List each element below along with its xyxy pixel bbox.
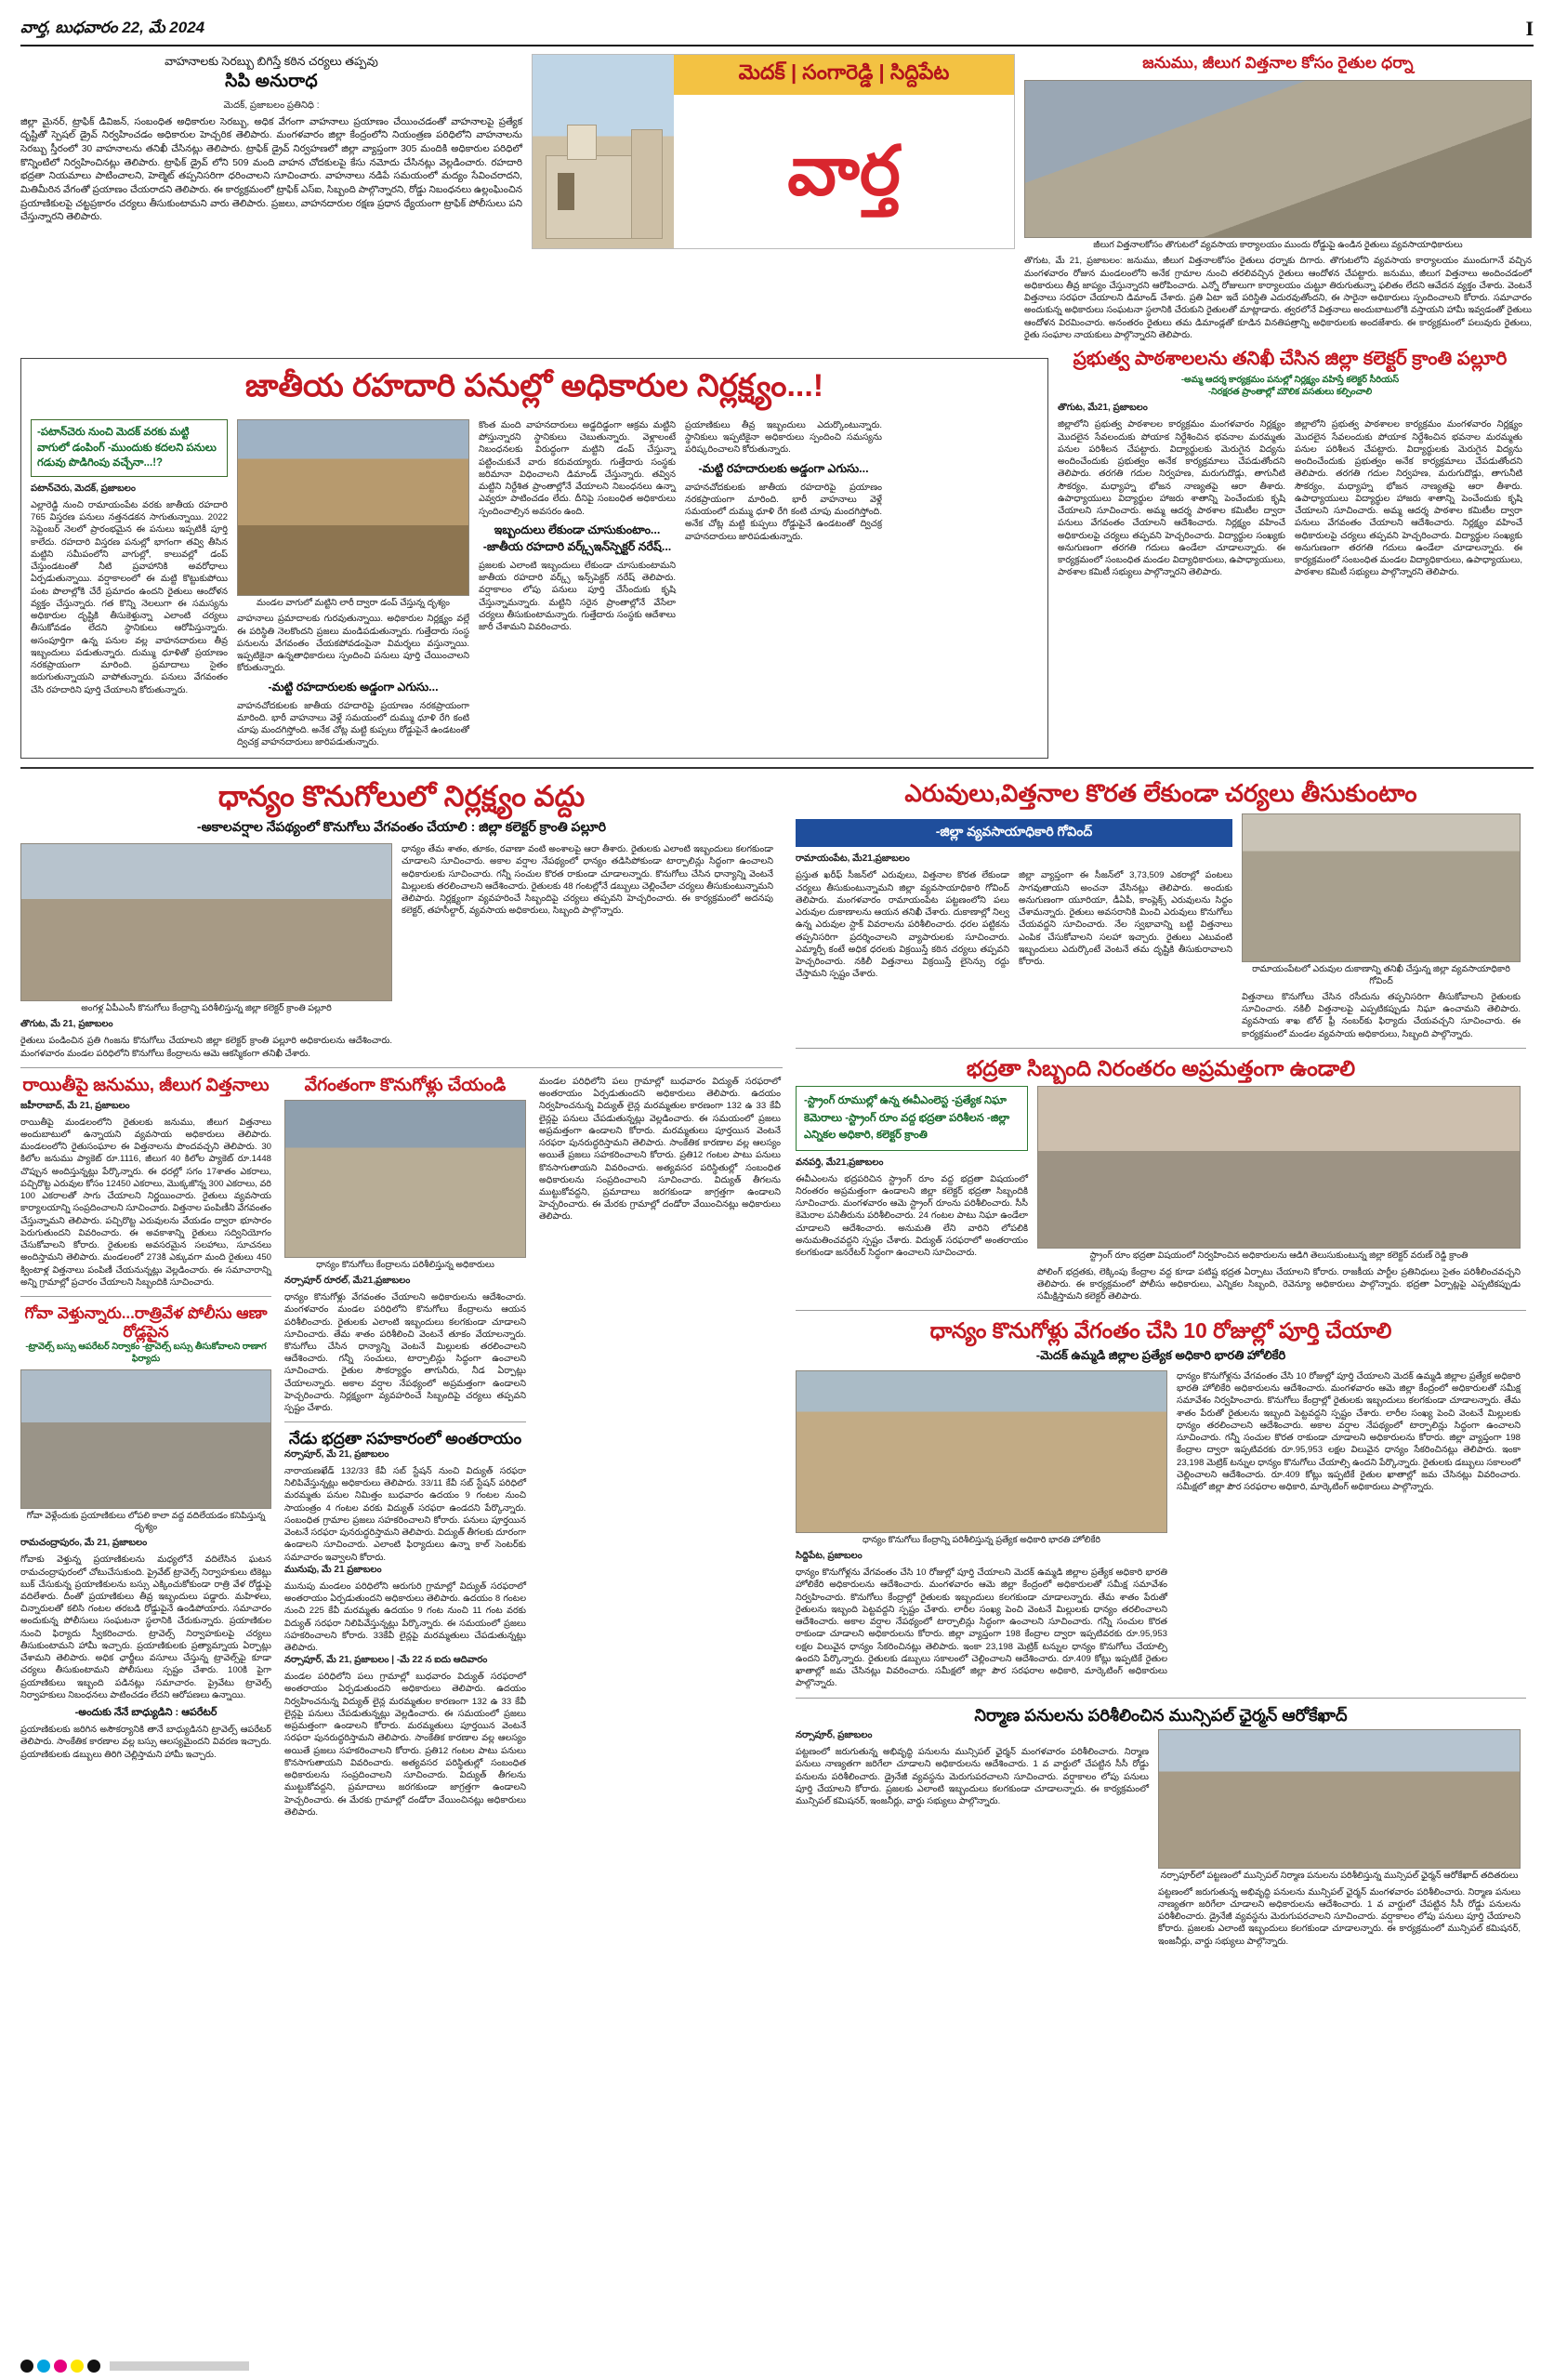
district-list: మెదక్ | సంగారెడ్డి | సిద్దిపేట bbox=[674, 55, 1014, 95]
feature-body-4b: వాహనచోదకులకు జాతీయ రహదారిపై ప్రయాణం నరకప్రాయంగా మారింది. భారీ వాహనాలు వెళ్లే సమయంలో దుమ్ము ధూళి రేగి కంటి చూపు మందగిస్తోంది. అనేక చోట్ల మట్టి కుప్పలు రోడ్డుపైనే ఉండటంతో ద్విచక్ర వాహనదారులు జారిపడుతున్నారు. bbox=[685, 482, 882, 542]
story-body-b: జిల్లాలోని ప్రభుత్వ పాఠశాలల కార్యక్రమం మంగళవారం నిర్లక్ష్యం మొదలైన సేవలందుకు పోయాక నిర్దేశించిన భవనాల మరమ్మతు పనుల పరిశీలన చేపట్టారు. విద్యార్థులకు మెరుగైన విద్యను అందించేందుకు ప్రభుత్వం అనేక కార్యక్రమాలు చేపడుతోందని తెలిపారు. తరగతి గదుల నిర్వహణ, మరుగుదొడ్లు, తాగునీటి సౌకర్యం, మధ్యాహ్న భోజన నాణ్యతపై ఆరా తీశారు. ఉపాధ్యాయులు విద్యార్థుల హాజరు శాతాన్ని పెంచేందుకు కృషి చేయాలని సూచించారు. అమ్మ ఆదర్శ పాఠశాల కమిటీల ద్వారా పనులు వేగవంతం చేయాలని ఆదేశించారు. నిర్లక్ష్యం వహించే అధికారులపై చర్యలు తప్పవని హెచ్చరించారు. విద్యార్థుల సంఖ్యకు అనుగుణంగా తరగతి గదులు ఉండేలా చూడాలన్నారు. ఈ కార్యక్రమంలో సంబంధిత మండల విద్యాధికారులు, ఉపాధ్యాయులు, పాఠశాల కమిటీ సభ్యులు పాల్గొన్నారని తెలిపారు. bbox=[1295, 419, 1522, 578]
feature-body-3b: ప్రజలకు ఎలాంటి ఇబ్బందులు లేకుండా చూసుకుంటామని జాతీయ రహదారి వర్క్స్ ఇన్స్‌పెక్టర్ నరేష్ తెలిపారు. వర్షాకాలం లోపు పనులు పూర్తి చేసేందుకు కృషి చేస్తున్నామన్నారు. మట్టిని సరైన ప్రాంతాల్లోనే వేసేలా చర్యలు తీసుకుంటామన్నారు. గుత్తేదారు సంస్థకు ఆదేశాలు జారీ చేశామని వివరించారు. bbox=[479, 560, 676, 633]
police-body: గోవాకు వెళ్తున్న ప్రయాణికులను మధ్యలోనే వదిలేసిన ఘటన రామచంద్రాపురంలో చోటుచేసుకుంది. ప్రైవేట్ ట్రావెల్స్ నిర్వాహకులు టికెట్లు బుక్ చేసుకున్న ప్రయాణికులను బస్సు ఎక్కించుకోకుండా రాత్రి వేళ రోడ్డుపై వదిలేశారు. దీంతో ప్రయాణికులు తీవ్ర ఇబ్బందులు పడ్డారు. మహిళలు, చిన్నారులతో కలిసి గంటల తరబడి రోడ్డుపైనే ఉండిపోయారు. సమాచారం అందుకున్న పోలీసులు సంఘటనా స్థలానికి చేరుకున్నారు. ప్రయాణికుల నుంచి ఫిర్యాదు స్వీకరించారు. ట్రావెల్స్ నిర్వాహకులపై చర్యలు తీసుకుంటామని హామీ ఇచ్చారు. ప్రయాణికులకు ప్రత్యామ్నాయ ఏర్పాట్లు చేశామని తెలిపారు. అధిక ఛార్జీలు వసూలు చేస్తున్న ట్రావెల్స్‌పై కూడా చర్యలు తీసుకుంటామని పోలీసులు స్పష్టం చేశారు. 100కి పైగా ప్రయాణికులు ఇబ్బంది పడినట్లు సమాచారం. ప్రైవేటు ట్రావెల్స్ నిర్వాహకులు నిబంధనలు పాటించడం లేదని ఆరోపణలు ఉన్నాయి. bbox=[20, 1554, 271, 1700]
masthead-strip bbox=[20, 17, 1534, 46]
paper-title: వార్త bbox=[787, 132, 901, 210]
story-headline: ధాన్యం కొనుగోలులో నిర్లక్ష్యం వద్దు bbox=[217, 780, 586, 813]
story-security-staff bbox=[796, 1056, 1526, 1302]
feature-subhead-4: -మట్టి రహదారులకు అడ్డంగా ఎగుసు... bbox=[698, 461, 869, 475]
story-municipal bbox=[796, 1706, 1526, 1948]
story-byline: సిద్దిపేట, ప్రజాబలం bbox=[796, 1551, 863, 1562]
masthead-logo-block bbox=[532, 54, 1015, 249]
photo-caption: నర్సాపూర్‌లో పట్టణంలో మున్సిపల్ నిర్మాణ పనులను పరిశీలిస్తున్న మున్సిపల్ ఛైర్మన్ ఆరోకేఖాద్ తదితరులు bbox=[1160, 1871, 1519, 1882]
story-body: రాయితీపై మండలంలోని రైతులకు జనుము, జీలుగ విత్తనాలు అందుబాటులో ఉన్నాయని వ్యవసాయ అధికారులు తెలిపారు. మండలంలోని రైతుసంఘాల ఈ విత్తనాలను పొందవచ్చని తెలిపారు. 30 కిలోల జనుము ప్యాకెట్ రూ.1116, జీలుగ 40 కిలోల ప్యాకెట్ రూ.1448 చొప్పున అందిస్తున్నట్లు పేర్కొన్నారు. ఈ ధరల్లో సగం 17శాతం ఎకరాలు, పచ్చిరొట్ట ఎరువుల కోసం 12450 ఎకరాలు, మొక్కజొన్న 300 ఎకరాలు, వరి 100 ఎకరాలతో సాగు చేయాలని నిర్ణయించారు. రైతులు వ్యవసాయ కార్యాలయాన్ని సంప్రదించాలని సూచించారు. విత్తనాల పంపిణీని వేగవంతం చేస్తున్నామని తెలిపారు. పచ్చిరొట్ట ఎరువులను వేయడం ద్వారా భూసారం పెరుగుతుందని వివరించారు. ఈ అవకాశాన్ని రైతులు సద్వినియోగం చేసుకోవాలని కోరారు. రైతులకు అవసరమైన సలహాలు, సూచనలు అందిస్తామని తెలిపారు. మండలంలో 273కి ఎక్కువగా మంది రైతులు 450 క్వింటాళ్ల విత్తనాలు పంపిణీ చేయనున్నట్లు వెల్లడించారు. ఈ సమాచారాన్ని అన్ని గ్రామాల్లో ప్రచారం చేయాలని సిబ్బందికి సూచించారు. bbox=[20, 1117, 271, 1288]
power-headline: నేడు భద్రతా సహకారంలో అంతరాయం bbox=[288, 1430, 522, 1448]
feature-body-4: ప్రయాణికులు తీవ్ర ఇబ్బందులు ఎదుర్కొంటున్నారు. స్థానికులు ఇప్పటికైనా అధికారులు స్పందించి సమస్యను పరిష్కరించాలని కోరుతున్నారు. bbox=[685, 419, 882, 456]
registration-marks-left bbox=[20, 2360, 249, 2373]
feature-col-4 bbox=[685, 419, 882, 748]
police-photo bbox=[20, 1369, 271, 1509]
top-band bbox=[20, 54, 1534, 341]
heritage-photo bbox=[533, 55, 674, 248]
story-headline: ఎరువులు,విత్తనాల కొరత లేకుండా చర్యలు తీసుకుంటాం bbox=[904, 779, 1417, 808]
police-sub: -ట్రావెల్స్ బస్సు ఆపరేటర్ నిర్వాకం -ట్రావెల్స్ బస్సు తీసుకోవాలని రాణాగ ఫిర్యాదు bbox=[25, 1342, 267, 1365]
feature-body-2b: వాహనచోదకులకు జాతీయ రహదారిపై ప్రయాణం నరకప్రాయంగా మారింది. భారీ వాహనాలు వెళ్లే సమయంలో దుమ్ము ధూళి రేగి కంటి చూపు మందగిస్తోంది. అనేక చోట్ల మట్టి కుప్పలు రోడ్డుపైనే ఉండటంతో ద్విచక్ర వాహనదారులు జారిపడుతున్నారు. bbox=[237, 700, 469, 748]
grain-photo-col bbox=[20, 843, 392, 1060]
power-byline-3: నర్సాపూర్, మే 21, ప్రజాబలం | -మే 22 న ఐదు ఆదివారం bbox=[284, 1655, 488, 1666]
story-body-2: జిల్లా వ్యాప్తంగా ఈ సీజన్‌లో 3,73,509 ఎకరాల్లో పంటలు సాగవుతాయని అంచనా వేసినట్లు తెలిపారు. అందుకు అనుగుణంగా యూరియా, డీఏపీ, కాంప్లెక్స్ ఎరువులను సిద్ధం చేశామన్నారు. రైతులు అవసరానికి మించి ఎరువులు కొనుగోలు చేయవద్దని సూచించారు. నేల స్వభావాన్ని బట్టి విత్తనాలు ఎంపిక చేసుకోవాలని సలహా ఇచ్చారు. రైతులు ఎటువంటి ఇబ్బందులు ఎదుర్కొంటే వెంటనే తమ దృష్టికి తీసుకురావాలని కోరారు. bbox=[1019, 870, 1232, 967]
story-body-3: విత్తనాలు కొనుగోలు చేసిన రసీదును తప్పనిసరిగా తీసుకోవాలని రైతులకు సూచించారు. నకిలీ విత్తనాలపై ఎప్పటికప్పుడు నిఘా ఉంచామని తెలిపారు. వ్యవసాయ శాఖ టోల్ ఫ్రీ నంబర్‌కు ఫిర్యాదు చేయవచ్చని సూచించారు. ఈ కార్యక్రమంలో మండల వ్యవసాయ అధికారులు, సిబ్బంది పాల్గొన్నారు. bbox=[1242, 992, 1521, 1039]
story-byline: తొగుట, మే21, ప్రజాబలం bbox=[1058, 403, 1148, 414]
story-subhead: -అకాలవర్షాల నేపథ్యంలో కొనుగోలు వేగవంతం చేయాలి : జిల్లా కలెక్టర్ క్రాంతి పల్లూరి bbox=[196, 819, 607, 835]
story-headline: నిర్మాణ పనులను పరిశీలించిన మున్సిపల్ ఛైర్మన్ ఆరోకేఖాద్ bbox=[974, 1705, 1348, 1725]
photo-caption: ధాన్యం కొనుగోలు కేంద్రాన్ని పరిశీలిస్తున్న ప్రత్యేక అధికారి భారతి హోలికేరి bbox=[862, 1534, 1101, 1545]
story-headline: వేగంతంగా కొనుగోళ్లు చేయండి bbox=[304, 1075, 507, 1095]
story-byline: నర్సాపూర్ రూరల్, మే21,ప్రజాబలం bbox=[284, 1276, 411, 1287]
power-byline-2: మునుపు, మే 21 ప్రజాబలం bbox=[284, 1564, 382, 1575]
story-body-a: ధాన్యం కొనుగోళ్లను వేగవంతం చేసి 10 రోజుల్లో పూర్తి చేయాలని మెదక్ ఉమ్మడి జిల్లాల ప్రత్యేక అధికారి భారతి హోలికేరి అధికారులను ఆదేశించారు. మంగళవారం ఆమె జిల్లా కేంద్రంలో అధికారులతో సమీక్ష సమావేశం నిర్వహించారు. కొనుగోలు కేంద్రాల్లో రైతులకు ఇబ్బందులు కలగకుండా చూడాలన్నారు. తేమ శాతం పేరుతో రైతులను ఇబ్బంది పెట్టవద్దని స్పష్టం చేశారు. లారీల సంఖ్య పెంచి వెంటనే మిల్లులకు ధాన్యం తరలించాలని ఆదేశించారు. అకాల వర్షాల నేపథ్యంలో టార్పాలిన్లు సిద్ధంగా ఉంచాలని సూచించారు. గన్నీ సంచుల కొరత రాకుండా చూడాలని అధికారులను కోరారు. జిల్లా వ్యాప్తంగా 198 కేంద్రాల ద్వారా ఇప్పటివరకు రూ.95,953 లక్షల విలువైన ధాన్యం సేకరించినట్లు తెలిపారు. ఇంకా 23,198 మెట్రిక్ టన్నుల ధాన్యం కొనుగోలు చేయాల్సి ఉందని పేర్కొన్నారు. రైతులకు డబ్బులు సకాలంలో చెల్లించాలని ఆదేశించారు. రూ.409 కోట్లు ఇప్పటికే రైతుల ఖాతాల్లో జమ చేసినట్లు వివరించారు. సమీక్షలో జిల్లా పౌర సరఫరాల అధికారి, మార్కెటింగ్ అధికారులు పాల్గొన్నారు. bbox=[796, 1567, 1167, 1689]
story-photo bbox=[284, 1100, 526, 1258]
story-fertilizer bbox=[796, 780, 1526, 1040]
feature-subhead-2: -మట్టి రహదారులకు అడ్డంగా ఎగుసు... bbox=[268, 680, 439, 694]
power-byline: నర్సాపూర్, మే 21, ప్రజాబలం bbox=[284, 1448, 389, 1460]
story-headline: భద్రతా సిబ్బంది నిరంతరం అప్రమత్తంగా ఉండాలి bbox=[966, 1055, 1356, 1080]
police-body-2: ప్రయాణికులకు జరిగిన అసౌకర్యానికి తానే బాధ్యుడినని ట్రావెల్స్ ఆపరేటర్ తెలిపారు. సాంకేతిక కారణాల వల్ల బస్సు ఆలస్యమైందని వివరణ ఇచ్చారు. ప్రయాణికులకు డబ్బులు తిరిగి చెల్లిస్తామని హామీ ఇచ్చారు. bbox=[20, 1725, 271, 1760]
story-photo bbox=[1037, 1086, 1521, 1249]
feature-col-2 bbox=[237, 419, 469, 748]
story-fast-buy-overflow: మండల పరిధిలోని పలు గ్రామాల్లో బుధవారం విద్యుత్ సరఫరాలో అంతరాయం ఏర్పడుతుందని అధికారులు తెలిపారు. ఉదయం నిర్వహించనున్న విద్యుత్ లైన్ల మరమ్మతుల కారణంగా 132 ఉ 33 కేవీ లైన్లపై పనులు చేపడుతున్నట్లు వెల్లడించారు. ఈ సమయంలో ప్రజలు అప్రమత్తంగా ఉండాలని కోరారు. మరమ్మతులు పూర్తయిన వెంటనే సరఫరా పునరుద్ధరిస్తామని తెలిపారు. సాంకేతిక కారణాల వల్ల ఆలస్యం అయితే ప్రజలు సహకరించాలని కోరారు. ప్రతి12 గంటల పాటు పనులు కొనసాగుతాయని వివరించారు. అత్యవసర పరిస్థితుల్లో సంబంధిత అధికారులను సంప్రదించాలని సూచించారు. విద్యుత్ తీగలను ముట్టుకోవద్దని, ప్రమాదాలు జరగకుండా జాగ్రత్తగా ఉండాలని హెచ్చరించారు. ఈ మేరకు గ్రామాల్లో దండోరా వేయించినట్లు అధికారులు తెలిపారు. bbox=[539, 1076, 781, 1223]
story-collector-schools bbox=[1058, 349, 1522, 759]
story-body: ధాన్యం కొనుగోళ్లు వేగవంతం చేయాలని అధికారులను ఆదేశించారు. మంగళవారం మండల పరిధిలోని కొనుగోలు కేంద్రాలను ఆయన పరిశీలించారు. రైతులకు ఎలాంటి ఇబ్బందులు కలగకుండా చూడాలని సూచించారు. తేమ శాతం పరిశీలించి వెంటనే తూకం వేయాలన్నారు. కొనుగోలు చేసిన ధాన్యాన్ని వెంటనే మిల్లులకు తరలించాలని ఆదేశించారు. గన్నీ సంచులు, టార్పాలిన్లు సిద్ధంగా ఉంచాలని సూచించారు. రైతుల సౌకర్యార్థం తాగునీరు, నీడ ఏర్పాట్లు చేయాలన్నారు. అకాల వర్షాల నేపథ్యంలో అప్రమత్తంగా ఉండాలని హెచ్చరించారు. నిర్లక్ష్యంగా వ్యవహరించే సిబ్బందిపై చర్యలు తప్పవని స్పష్టం చేశారు. bbox=[284, 1292, 526, 1414]
story-body-2: పోలింగ్ భద్రతకు, లెక్కింపు కేంద్రాల వద్ద కూడా పటిష్ట భద్రత ఏర్పాటు చేయాలని కోరారు. రాజకీయ పార్టీల ప్రతినిధులు సైతం పరిశీలించవచ్చని తెలిపారు. ఈ కార్యక్రమంలో పోలీసు అధికారులు, ఎన్నికల సిబ్బంది, రెవెన్యూ అధికారులు పాల్గొన్నారు. భద్రతా ఏర్పాట్లపై ఎప్పటికప్పుడు సమీక్షిస్తామని కలెక్టర్ తెలిపారు. bbox=[1037, 1266, 1521, 1302]
story-bluebar: -జిల్లా వ్యవసాయాధికారి గోవింద్ bbox=[796, 819, 1232, 847]
section-two bbox=[20, 780, 1534, 1947]
story-headline: ధాన్యం కొనుగోళ్లు వేగంతం చేసి 10 రోజుల్లో పూర్తి చేయాలి bbox=[929, 1318, 1392, 1343]
story-byline: తొగుట, మే 21, ప్రజాబలం bbox=[20, 1019, 113, 1030]
page-number: I bbox=[1525, 17, 1534, 40]
story-kicker: వాహనాలకు సెరబ్బు బిగిస్తే కఠిన చర్యలు తప్పవు bbox=[165, 55, 378, 68]
story-headline: సిపి అనురాధ bbox=[225, 71, 318, 91]
issue-date: వార్త, బుధవారం 22, మే 2024 bbox=[20, 19, 205, 36]
story-fast-buy bbox=[284, 1076, 526, 1818]
story-sub-1: -అమ్మ ఆదర్శ కార్యక్రమం పనుల్లో నిర్లక్ష్యం వహిస్తే కలెక్టర్ సీరియస్ bbox=[1180, 374, 1400, 385]
feature-headline: జాతీయ రహదారి పనుల్లో అధికారుల నిర్లక్ష్యం...! bbox=[244, 367, 824, 403]
story-photo bbox=[1242, 813, 1521, 962]
story-subsidy-seeds bbox=[20, 1076, 271, 1818]
story-headline: ప్రభుత్వ పాఠశాలలను తనిఖీ చేసిన జిల్లా కలెక్టర్ క్రాంతి పల్లూరి bbox=[1073, 348, 1508, 369]
story-byline: వనపర్తి, మే21,ప్రజాబలం bbox=[796, 1157, 884, 1168]
story-body-left: రైతులు పండించిన ప్రతి గింజను కొనుగోలు చేయాలని జిల్లా కలెక్టర్ క్రాంతి పల్లూరి అధికారులను ఆదేశించారు. మంగళవారం మండల పరిధిలోని కొనుగోలు కేంద్రాలను ఆమె ఆకస్మికంగా తనిఖీ చేశారు. bbox=[20, 1036, 392, 1059]
story-body-2: పట్టణంలో జరుగుతున్న అభివృద్ధి పనులను మున్సిపల్ ఛైర్మన్ మంగళవారం పరిశీలించారు. నిర్మాణ పనులు నాణ్యతగా జరిగేలా చూడాలని అధికారులను ఆదేశించారు. 1 వ వార్డులో చేపట్టిన సీసీ రోడ్డు పనులను పరిశీలించారు. డ్రైనేజీ వ్యవస్థను మెరుగుపరచాలని సూచించారు. వర్షాకాలం లోపు పనులు పూర్తి చేయాలని కోరారు. ప్రజలకు ఎలాంటి ఇబ్బందులు కలగకుండా చూడాలన్నారు. ఈ కార్యక్రమంలో మున్సిపల్ కమిషనర్, ఇంజనీర్లు, వార్డు సభ్యులు పాల్గొన్నారు. bbox=[1158, 1886, 1521, 1947]
story-national-highway bbox=[20, 358, 1048, 759]
feature-subhead-3: ఇబ్బందులు లేకుండా చూసుకుంటాం... -జాతీయ రహదారి వర్క్స్‌ఇన్‌స్పెక్టర్ నరేష్... bbox=[482, 522, 672, 553]
photo-caption: రామాయంపేటలో ఎరువుల దుకాణాన్ని తనిఖీ చేస్తున్న జిల్లా వ్యవసాయాధికారి గోవింద్ bbox=[1252, 964, 1510, 986]
power-body: నారాయణఖేడ్ 132/33 కేవీ సబ్ స్టేషన్ నుంచి విద్యుత్ సరఫరా నిలిపివేస్తున్నట్లు అధికారులు తెలిపారు. 33/11 కేవీ సబ్ స్టేషన్ పరిధిలో మరమ్మతు పనుల నిమిత్తం బుధవారం ఉదయం 9 గంటల నుంచి సాయంత్రం 4 గంటల వరకు విద్యుత్ సరఫరా ఉండదని పేర్కొన్నారు. సంబంధిత గ్రామాల ప్రజలు సహకరించాలని కోరారు. పనులు పూర్తయిన వెంటనే సరఫరా పునరుద్ధరిస్తామని తెలిపారు. విద్యుత్ తీగలకు దూరంగా ఉండాలని సూచించారు. ఎలాంటి ఫిర్యాదులు ఉన్నా కాల్ సెంటర్‌కు సమాచారం ఇవ్వాలని కోరారు. bbox=[284, 1465, 526, 1563]
story-subhead: -మెదక్ ఉమ్మడి జిల్లాల ప్రత్యేక అధికారి భారతి హోలికేరి bbox=[1035, 1347, 1286, 1362]
story-body: జిల్లా మైనర్, ట్రాఫిక్ డివిజన్, సంబంధిత అధికారుల సెరబ్బు, అధిక వేగంగా వాహనాలు ప్రయాణం చేయించడంతో వాహనాలపై ప్రత్యేక దృష్టితో స్పెషల్ డ్రైవ్ నిర్వహించడం అధికారుల హెచ్చరిక తెలిపారు. మంగళవారం జిల్లా కేంద్రంలోని నియంత్రణ పరిధిలోని వాహనాలను సెరబ్బు స్తీరంలో 30 వాహనాలను తనిఖీ చేసినట్లు తెలిపారు. ట్రాఫిక్ డ్రైవ్ నిర్వహణలో జిల్లా వ్యాప్తంగా 305 మందికి అధికారుల పరిధిలో కొన్నింటిలో నిర్వహించినట్లు తెలిపారు. ట్రాఫిక్ డ్రైవ్ లోని 509 మంది వాహన చోదకులపై కేసు నమోదు చేసినట్లు వెల్లడించారు. రహదారి భద్రతా నియమాలు పాటించాలని, హెల్మెట్ తప్పనిసరిగా ధరించాలని సూచించారు. వాహనాలు నడిపే సమయంలో మద్యం సేవించరాదని, మితిమీరిన వేగంతో ప్రయాణం చేయరాదని తెలిపారు. ఈ కార్యక్రమంలో ట్రాఫిక్ ఎస్ఐ, సిబ్బంది పాల్గొన్నారని, రోడ్డు నిబంధనలు ఉల్లంఘించిన ప్రయాణికులపై చట్టప్రకారం చర్యలు తీసుకుంటామని వారు తెలిపారు. ప్రజలు, వాహనదారుల రక్షణ ప్రధాన ధ్యేయంగా ట్రాఫిక్ పోలీసులు పని చేస్తున్నారని తెలిపారు. bbox=[20, 116, 522, 223]
feature-body-2: వాహనాలు ప్రమాదాలకు గురవుతున్నాయి. అధికారుల నిర్లక్ష్యం వల్లే ఈ పరిస్థితి నెలకొందని ప్రజలు మండిపడుతున్నారు. గుత్తేదారు సంస్థ పనులను వేగవంతం చేయకపోవడంపైనా విమర్శలు వస్తున్నాయి. ఇప్పటికైనా ఉన్నతాధికారులు స్పందించి పనులు పూర్తి చేయించాలని కోరుతున్నారు. bbox=[237, 614, 469, 674]
mid-band bbox=[20, 349, 1534, 759]
power-body-3: మండల పరిధిలోని పలు గ్రామాల్లో బుధవారం విద్యుత్ సరఫరాలో అంతరాయం ఏర్పడుతుందని అధికారులు తెలిపారు. ఉదయం నిర్వహించనున్న విద్యుత్ లైన్ల మరమ్మతుల కారణంగా 132 ఉ 33 కేవీ లైన్లపై పనులు చేపడుతున్నట్లు వెల్లడించారు. ఈ సమయంలో ప్రజలు అప్రమత్తంగా ఉండాలని కోరారు. మరమ్మతులు పూర్తయిన వెంటనే సరఫరా పునరుద్ధరిస్తామని తెలిపారు. సాంకేతిక కారణాల వల్ల ఆలస్యం అయితే ప్రజలు సహకరించాలని కోరారు. ప్రతి12 గంటల పాటు పనులు కొనసాగుతాయని వివరించారు. అత్యవసర పరిస్థితుల్లో సంబంధిత అధికారులను సంప్రదించాలని సూచించారు. విద్యుత్ తీగలను ముట్టుకోవద్దని, ప్రమాదాలు జరగకుండా జాగ్రత్తగా ఉండాలని హెచ్చరించారు. ఈ మేరకు గ్రామాల్లో దండోరా వేయించినట్లు అధికారులు తెలిపారు. bbox=[284, 1672, 526, 1818]
feature-col-1 bbox=[31, 419, 228, 748]
story-photo bbox=[20, 843, 392, 1001]
story-ten-days bbox=[796, 1318, 1526, 1947]
power-body-2: మునుపు మండలం పరిధిలోని ఆరుగురి గ్రామాల్లో విద్యుత్ సరఫరాలో అంతరాయం ఏర్పడుతుందని అధికారులు తెలిపారు. ఉదయం 8 గంటల నుంచి 225 కేవీ మరమ్మతు ఉదయం 9 గంట నుంచి 11 గంట వరకు విద్యుత్ సరఫరా నిలిపివేస్తున్నట్లు పేర్కొన్నారు. ఈ సమయంలో ప్రజలు సహకరించాలని కోరారు. 33కేవీ లైన్లపై మరమ్మతులు చేపడుతున్నట్లు తెలిపారు. bbox=[284, 1580, 526, 1654]
story-body-b: ధాన్యం కొనుగోళ్లను వేగవంతం చేసి 10 రోజుల్లో పూర్తి చేయాలని మెదక్ ఉమ్మడి జిల్లాల ప్రత్యేక అధికారి భారతి హోలికేరి అధికారులను ఆదేశించారు. మంగళవారం ఆమె జిల్లా కేంద్రంలో అధికారులతో సమీక్ష సమావేశం నిర్వహించారు. కొనుగోలు కేంద్రాల్లో రైతులకు ఇబ్బందులు కలగకుండా చూడాలన్నారు. తేమ శాతం పేరుతో రైతులను ఇబ్బంది పెట్టవద్దని స్పష్టం చేశారు. లారీల సంఖ్య పెంచి వెంటనే మిల్లులకు ధాన్యం తరలించాలని ఆదేశించారు. అకాల వర్షాల నేపథ్యంలో టార్పాలిన్లు సిద్ధంగా ఉంచాలని సూచించారు. గన్నీ సంచుల కొరత రాకుండా చూడాలని అధికారులను కోరారు. జిల్లా వ్యాప్తంగా 198 కేంద్రాల ద్వారా ఇప్పటివరకు రూ.95,953 లక్షల విలువైన ధాన్యం సేకరించినట్లు తెలిపారు. ఇంకా 23,198 మెట్రిక్ టన్నుల ధాన్యం కొనుగోలు చేయాల్సి ఉందని పేర్కొన్నారు. రైతులకు డబ్బులు సకాలంలో చెల్లించాలని ఆదేశించారు. రూ.409 కోట్లు ఇప్పటికే రైతుల ఖాతాల్లో జమ చేసినట్లు వివరించారు. సమీక్షలో జిల్లా పౌర సరఫరాల అధికారి, మార్కెటింగ్ అధికారులు పాల్గొన్నారు. bbox=[1177, 1370, 1521, 1492]
feature-kicker: -పటాన్‌చెరు నుంచి మెదక్ వరకు మట్టి వాగులో డంపింగ్ -ముందుకు కదలని పనులు గడువు పొడిగింపు వచ్చేనా...!? bbox=[31, 419, 228, 477]
feature-col-3 bbox=[479, 419, 676, 748]
story-greenbox: -స్ట్రాంగ్ రూముల్లో ఉన్న ఈవీఎంలెస్ట -ప్రత్యేక నిఘా కెమెరాలు -స్ట్రాంగ్ రూం వద్ద భద్రతా పరిశీలన -జిల్లా ఎన్నికల అధికారి, కలెక్టర్ క్రాంతి bbox=[796, 1086, 1028, 1150]
police-photo-caption: గోవా వెళ్లేందుకు ప్రయాణికులు లోపలి కాలా వద్ద వదిలేయడం కనిపిస్తున్న దృశ్యం bbox=[26, 1510, 266, 1532]
photo-caption: ధాన్యం కొనుగోలు కేంద్రాలను పరిశీలిస్తున్న అధికారులు bbox=[316, 1259, 494, 1270]
story-byline: మెదక్, ప్రజాబలం ప్రతినిధి : bbox=[223, 99, 320, 111]
photo-caption: స్ట్రాంగ్ రూం భద్రతా విషయంలో నిర్వహించిన అధికారులను ఆడిగి తెలుసుకుంటున్న జిల్లా కలెక్టర్ వరుణ్ రెడ్డి క్రాంతి bbox=[1089, 1250, 1468, 1262]
story-photo bbox=[796, 1370, 1167, 1533]
story-photo bbox=[1158, 1729, 1521, 1869]
photo-caption: అంగళ్ల ఏపీఎంసీ కొనుగోలు కేంద్రాన్ని పరిశీలిస్తున్న జిల్లా కలెక్టర్ క్రాంతి పల్లూరి bbox=[81, 1003, 332, 1014]
section-two-right bbox=[796, 780, 1526, 1947]
police-sub-2: -అందుకు నేనే బాధ్యుడిని : ఆపరేటర్ bbox=[74, 1707, 217, 1719]
story-photo bbox=[1024, 80, 1532, 238]
story-body-right: ధాన్యం తేమ శాతం, తూకం, రవాణా వంటి అంశాలపై ఆరా తీశారు. రైతులకు ఎలాంటి ఇబ్బందులు కలగకుండా చూడాలని సూచించారు. అకాల వర్షాల నేపథ్యంలో ధాన్యం తడిసిపోకుండా టార్పాలిన్లు సిద్ధంగా ఉంచాలని అధికారులకు సూచించారు. గన్నీ సంచుల కొరత రాకుండా చూడాలన్నారు. కొనుగోలు చేసిన ధాన్యాన్ని వెంటనే మిల్లులకు తరలించాలని ఆదేశించారు. రైతులకు 48 గంటల్లోనే డబ్బులు చెల్లించేలా చర్యలు తీసుకుంటున్నామని తెలిపారు. నిర్లక్ష్యంగా వ్యవహరించే సిబ్బందిపై చర్యలు తప్పవని హెచ్చరించారు. ఈ కార్యక్రమంలో అదనపు కలెక్టర్, తహసీల్దార్, వ్యవసాయ అధికారులు, సిబ్బంది పాల్గొన్నారు. bbox=[402, 844, 773, 917]
police-headline: గోవా వెళ్తున్నారు...రాత్రివేళ పోలీసు ఆణా రోడ్లపైన bbox=[24, 1304, 268, 1341]
story-body-1: ప్రస్తుత ఖరీఫ్ సీజన్‌లో ఎరువులు, విత్తనాల కొరత లేకుండా చర్యలు తీసుకుంటున్నామని జిల్లా వ్యవసాయాధికారి గోవింద్ తెలిపారు. మంగళవారం రామాయంపేట పట్టణంలోని పలు ఎరువుల దుకాణాలను ఆయన తనిఖీ చేశారు. దుకాణాల్లో నిల్వ ఉన్న ఎరువుల స్టాక్ వివరాలను పరిశీలించారు. ధరల పట్టికను తప్పనిసరిగా ప్రదర్శించాలని వ్యాపారులకు సూచించారు. ఎమ్మార్పీ కంటే అధిక ధరలకు విక్రయిస్తే కఠిన చర్యలు తప్పవని హెచ్చరించారు. నకిలీ విత్తనాలు విక్రయిస్తే లైసెన్సు రద్దు చేస్తామని స్పష్టం చేశారు. bbox=[796, 870, 1009, 980]
story-byline: రామాయంపేట, మే21,ప్రజాబలం bbox=[796, 853, 910, 865]
photo-caption: జీలుగ విత్తనాలకోసం తొగుటలో వ్యవసాయ కార్యాలయం ముందు రోడ్డుపై ఉండిన రైతులు వ్యవసాయాధికారులు bbox=[1093, 240, 1463, 250]
story-body-1: ఈవీఎంలను భద్రపరిచిన స్ట్రాంగ్ రూం వద్ద భద్రతా విషయంలో నిరంతరం అప్రమత్తంగా ఉండాలని జిల్లా కలెక్టర్ భద్రతా సిబ్బందికి సూచించారు. మంగళవారం ఆమె స్ట్రాంగ్ రూంను పరిశీలించారు. సీసీ కెమెరాల పనితీరును పరిశీలించారు. 24 గంటల పాటు నిఘా ఉండేలా చూడాలని ఆదేశించారు. అనుమతి లేని వారిని లోపలికి అనుమతించవద్దని స్పష్టం చేశారు. విద్యుత్ సరఫరాలో అంతరాయం కలగకుండా జనరేటర్ సిద్ధంగా ఉంచాలని సూచించారు. bbox=[796, 1173, 1028, 1258]
story-sub-2: -నిరక్షరత ప్రాంతాల్లో మౌలిక వసతులు కల్పించాలి bbox=[1207, 387, 1373, 398]
story-headline: జనుము, జీలుగ విత్తనాల కోసం రైతుల ధర్నా bbox=[1142, 54, 1414, 72]
feature-byline: పటాన్‌చెరు, మెదక్, ప్రజాబలం bbox=[31, 483, 136, 494]
feature-body-1: ఎల్లారెడ్డి నుంచి రామాయంపేట వరకు జాతీయ రహదారి 765 విస్తరణ పనులు నత్తనడకన సాగుతున్నాయి. 2022 సెప్టెంబర్ నెలలో ప్రారంభమైన ఈ పనులు ఇప్పటికీ పూర్తి కాలేదు. రహదారి విస్తరణ పనుల్లో భాగంగా తవ్వి తీసిన మట్టిని సమీపంలోని వాగుల్లో, కాలువల్లో డంప్ చేస్తుండటంతో నీటి ప్రవాహానికి అవరోధాలు ఏర్పడుతున్నాయి. వర్షాకాలంలో ఈ మట్టి కొట్టుకుపోయి పంట పొలాల్లోకి చేరే ప్రమాదం ఉందని రైతులు ఆందోళన వ్యక్తం చేస్తున్నారు. గత కొన్ని నెలలుగా ఈ సమస్యను అధికారుల దృష్టికి తీసుకెళ్తున్నా ఎలాంటి చర్యలు తీసుకోవడం లేదని స్థానికులు ఆరోపిస్తున్నారు. అసంపూర్తిగా ఉన్న పనుల వల్ల వాహనదారులు తీవ్ర ఇబ్బందులు పడుతున్నారు. దుమ్ము ధూళితో ప్రయాణం నరకప్రాయంగా మారింది. ప్రమాదాలు సైతం జరుగుతున్నాయని వాపోతున్నారు. పనులు వేగవంతం చేసి రహదారిని పూర్తి చేయాలని కోరుతున్నారు. bbox=[31, 500, 228, 695]
feature-photo bbox=[237, 419, 469, 596]
story-headline: రాయితీపై జనుము, జీలుగ విత్తనాలు bbox=[22, 1075, 270, 1095]
story-byline: నర్సాపూర్, ప్రజాబలం bbox=[796, 1730, 873, 1741]
story-grain-procurement bbox=[20, 780, 783, 1947]
story-body: తొగుట, మే 21, ప్రజాబలం: జనుము, జీలుగ విత్తనాలకోసం రైతులు ధర్నాకు దిగారు. తొగుటలోని వ్యవసాయ కార్యాలయం ముందుగానే వచ్చిన మంగళవారం రోజున మండలంలోని అనేక గ్రామాల నుంచి తరలివచ్చిన రైతులు ఆందోళన చేపట్టారు. జనుము, జీలుగ విత్తనాలు అందించడంలో అధికారులు తీవ్ర జాప్యం చేస్తున్నారని ఆరోపించారు. ఎన్నో రోజులుగా కార్యాలయం చుట్టూ తిరుగుతున్నా ఫలితం లేదని ఆవేదన వ్యక్తం చేశారు. వెంటనే విత్తనాలు సరఫరా చేయాలని డిమాండ్ చేశారు. ప్రతి ఏటా ఇదే పరిస్థితి ఎదురవుతోందని, ఈ సారైనా అధికారులు స్పందించాలని కోరారు. సమాచారం అందుకున్న అధికారులు సంఘటనా స్థలానికి చేరుకుని రైతులతో మాట్లాడారు. త్వరలోనే విత్తనాలు అందుబాటులోకి వస్తాయని హామీ ఇవ్వడంతో రైతులు ఆందోళన విరమించారు. అనంతరం రైతులు తమ డిమాండ్లతో కూడిన వినతిపత్రాన్ని అధికారులకు అందజేశారు. ఈ కార్యక్రమంలో పలువురు రైతులు, రైతు సంఘాల నాయకులు పాల్గొన్నారని తెలిపారు. bbox=[1024, 256, 1532, 340]
story-body-a: జిల్లాలోని ప్రభుత్వ పాఠశాలల కార్యక్రమం మంగళవారం నిర్లక్ష్యం మొదలైన సేవలందుకు పోయాక నిర్దేశించిన భవనాల మరమ్మతు పనుల పరిశీలన చేపట్టారు. విద్యార్థులకు మెరుగైన విద్యను అందించేందుకు ప్రభుత్వం అనేక కార్యక్రమాలు చేపడుతోందని తెలిపారు. తరగతి గదుల నిర్వహణ, మరుగుదొడ్లు, తాగునీటి సౌకర్యం, మధ్యాహ్న భోజన నాణ్యతపై ఆరా తీశారు. ఉపాధ్యాయులు విద్యార్థుల హాజరు శాతాన్ని పెంచేందుకు కృషి చేయాలని సూచించారు. అమ్మ ఆదర్శ పాఠశాల కమిటీల ద్వారా పనులు వేగవంతం చేయాలని ఆదేశించారు. నిర్లక్ష్యం వహించే అధికారులపై చర్యలు తప్పవని హెచ్చరించారు. విద్యార్థుల సంఖ్యకు అనుగుణంగా తరగతి గదులు ఉండేలా చూడాలన్నారు. ఈ కార్యక్రమంలో సంబంధిత మండల విద్యాధికారులు, ఉపాధ్యాయులు, పాఠశాల కమిటీ సభ్యులు పాల్గొన్నారని తెలిపారు. bbox=[1058, 419, 1285, 578]
feature-body-3: కొంత మంది వాహనదారులు అడ్డదిడ్డంగా ఆక్రమ మట్టిని పోస్తున్నారని స్థానికులు చెబుతున్నారు. వెళ్లాలంటే నిబంధనలకు విరుద్ధంగా మట్టిని డంప్ చేస్తున్నా పట్టించుకునే వారు కరువయ్యారు. గుత్తేదారు సంస్థకు జరిమానా విధించాలని డిమాండ్ చేస్తున్నారు. తవ్విన మట్టిని నిర్దేశిత ప్రాంతాల్లోనే వేయాలని నిబంధనలు ఉన్నా ఎవ్వరూ పాటించడం లేదు. దీనిపై సంబంధిత అధికారులు స్పందించాల్సిన అవసరం ఉంది. bbox=[479, 419, 676, 517]
story-body: పట్టణంలో జరుగుతున్న అభివృద్ధి పనులను మున్సిపల్ ఛైర్మన్ మంగళవారం పరిశీలించారు. నిర్మాణ పనులు నాణ్యతగా జరిగేలా చూడాలని అధికారులను ఆదేశించారు. 1 వ వార్డులో చేపట్టిన సీసీ రోడ్డు పనులను పరిశీలించారు. డ్రైనేజీ వ్యవస్థను మెరుగుపరచాలని సూచించారు. వర్షాకాలం లోపు పనులు పూర్తి చేయాలని కోరారు. ప్రజలకు ఎలాంటి ఇబ్బందులు కలగకుండా చూడాలన్నారు. ఈ కార్యక్రమంలో మున్సిపల్ కమిషనర్, ఇంజనీర్లు, వార్డు సభ్యులు పాల్గొన్నారు. bbox=[796, 1747, 1149, 1807]
story-byline: జహీరాబాద్, మే 21, ప్రజాబలం bbox=[20, 1100, 130, 1111]
feature-photo-caption: మండల వాగులో మట్టిని లారీ ద్వారా డంప్ చేస్తున్న దృశ్యం bbox=[257, 597, 450, 608]
story-cp-anuradha bbox=[20, 54, 522, 225]
story-farmers-dharna bbox=[1024, 54, 1532, 341]
police-byline: రామచంద్రాపురం, మే 21, ప్రజాబలం bbox=[20, 1538, 148, 1549]
